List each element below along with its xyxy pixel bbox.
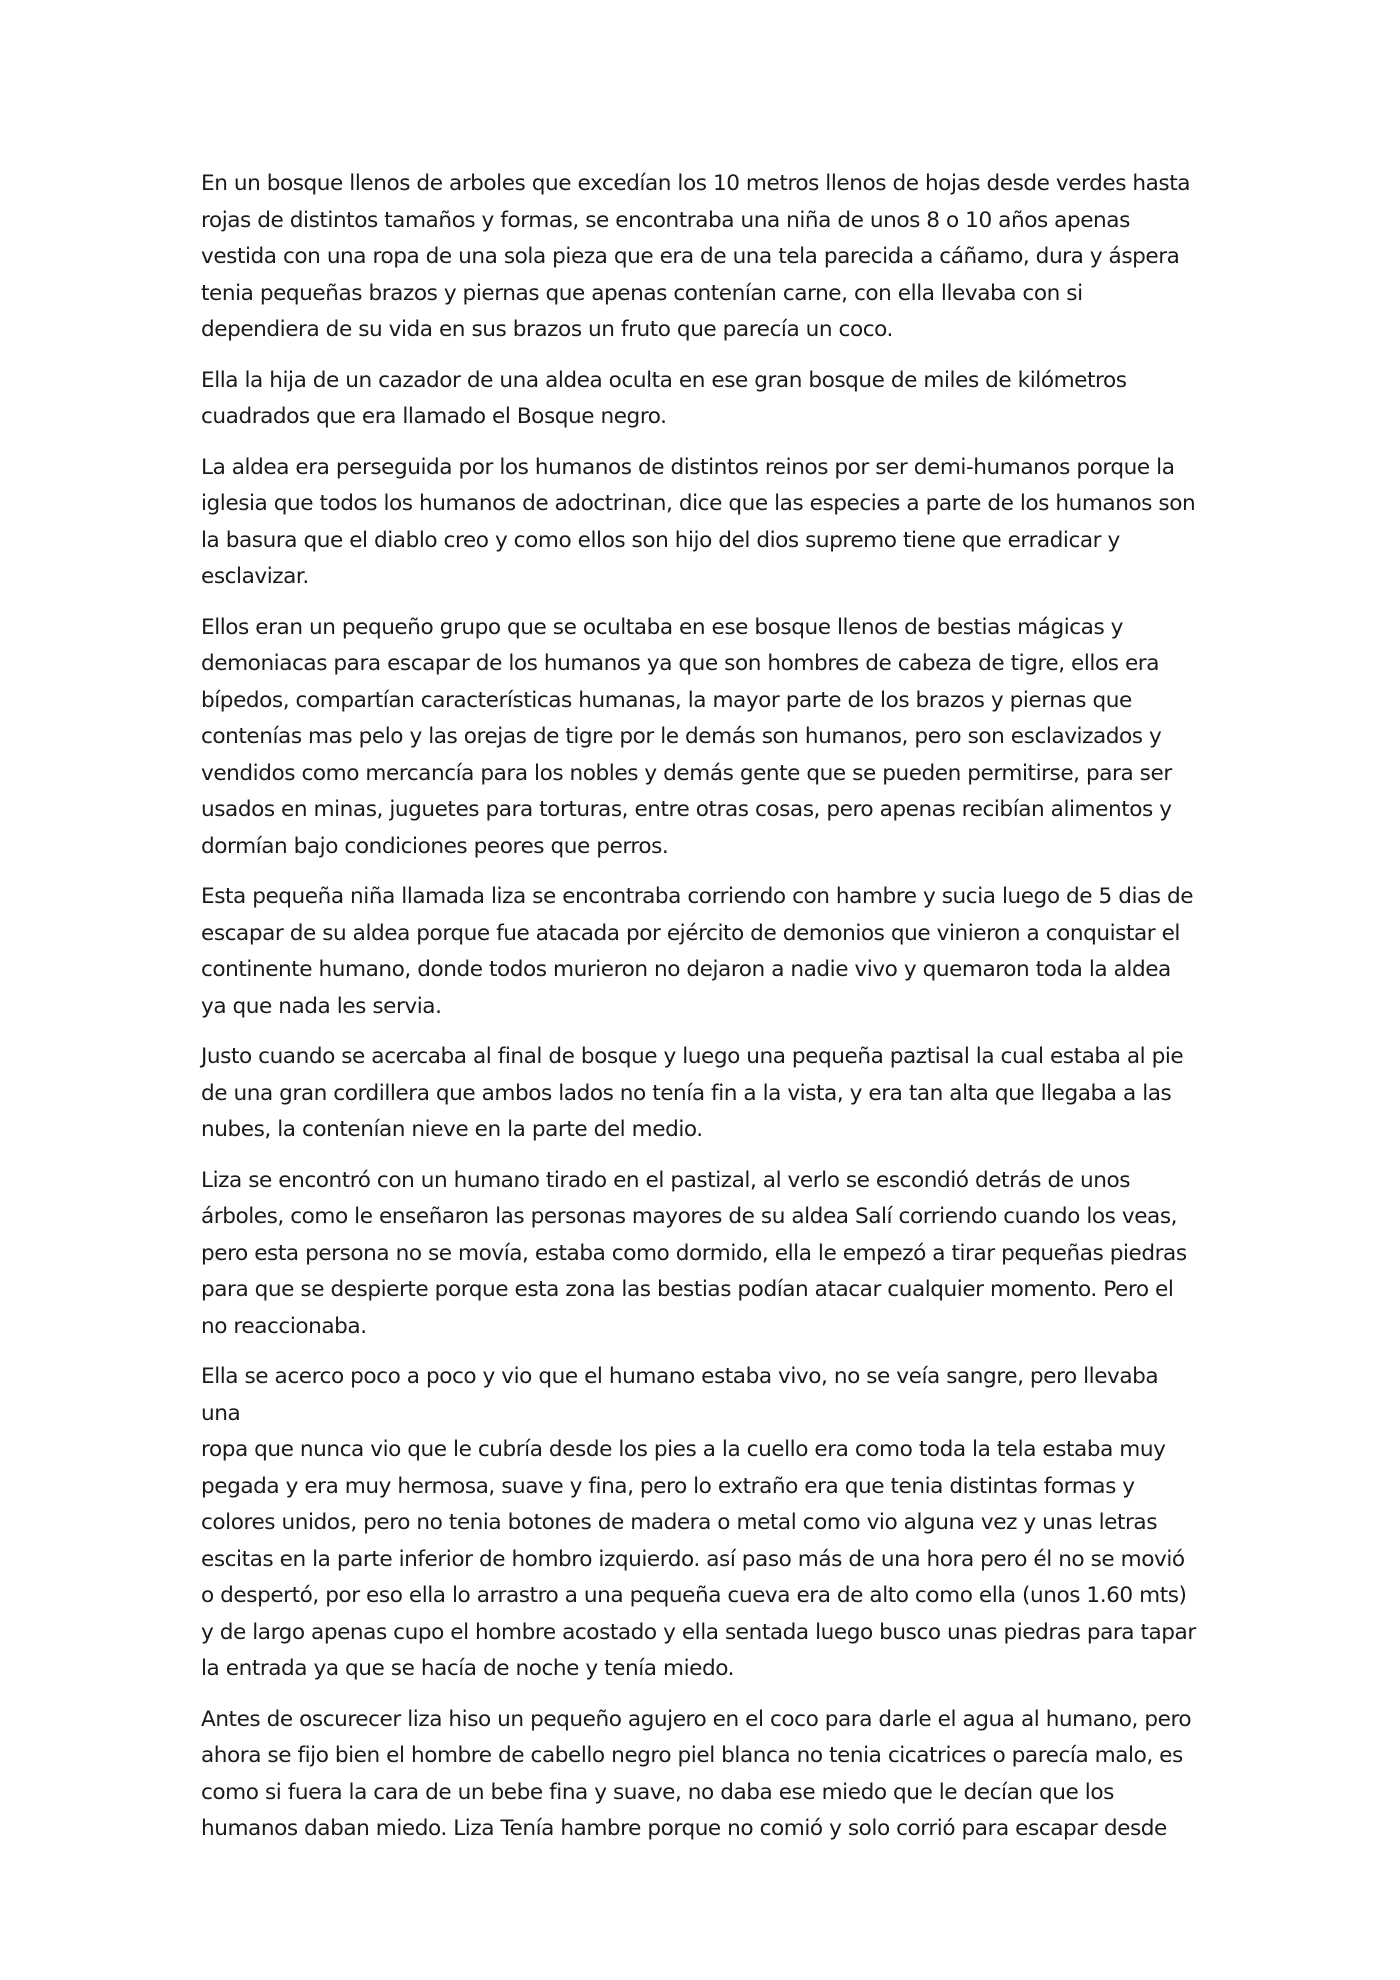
- paragraph-5: Esta pequeña niña llamada liza se encontraba corriendo con hambre y sucia luego de 5 dias de escapar de su aldea porque fue atacada por ejército de demonios que vinieron a conquistar el continente humano, donde todos murieron no dejaron a nadie vivo y quemaron toda la aldea ya que nada les servia.: [201, 884, 1194, 1019]
- paragraph-4: Ellos eran un pequeño grupo que se ocultaba en ese bosque llenos de bestias mágicas y demoniacas para escapar de los humanos ya que son hombres de cabeza de tigre, ellos era bípedos, compartían características humanas, la mayor parte de los brazos y piernas que contenías mas pelo y las orejas de tigre por le demás son humanos, pero son esclavizados y vendidos como mercancía para los nobles y demás gente que se pueden permitirse, para ser usados en minas, juguetes para torturas, entre otras cosas, pero apenas recibían alimentos y dormían bajo condiciones peores que perros.: [201, 614, 1172, 859]
- paragraph-2: Ella la hija de un cazador de una aldea oculta en ese gran bosque de miles de kilómetros cuadrados que era llamado el Bosque negro.: [201, 367, 1127, 429]
- paragraph-6: Justo cuando se acercaba al final de bosque y luego una pequeña paztisal la cual estaba al pie de una gran cordillera que ambos lados no tenía fin a la vista, y era tan alta que llegaba a las nubes, la contenían nieve en la parte del medio.: [201, 1044, 1184, 1142]
- document-body: [201, 166, 1201, 1862]
- paragraph-3: La aldea era perseguida por los humanos de distintos reinos por ser demi-humanos porque la iglesia que todos los humanos de adoctrinan, dice que las especies a parte de los humanos son la basura que el diablo creo y como ellos son hijo del dios supremo tiene que erradicar y esclavizar.: [201, 454, 1196, 589]
- paragraph-7: Liza se encontró con un humano tirado en el pastizal, al verlo se escondió detrás de unos árboles, como le enseñaron las personas mayores de su aldea Salí corriendo cuando los veas, pero esta persona no se movía, estaba como dormido, ella le empezó a tirar pequeñas piedras para que se despierte porque esta zona las bestias podían atacar cualquier momento. Pero el no reaccionaba.: [201, 1167, 1187, 1339]
- paragraph-1: En un bosque llenos de arboles que excedían los 10 metros llenos de hojas desde verdes hasta rojas de distintos tamaños y formas, se encontraba una niña de unos 8 o 10 años apenas vestida con una ropa de una sola pieza que era de una tela parecida a cáñamo, dura y áspera tenia pequeñas brazos y piernas que apenas contenían carne, con ella llevaba con si dependiera de su vida en sus brazos un fruto que parecía un coco.: [201, 171, 1191, 342]
- paragraph-8: Ella se acerco poco a poco y vio que el humano estaba vivo, no se veía sangre, pero llevaba una ropa que nunca vio que le cubría desde los pies a la cuello era como toda la tela estaba muy pegada y era muy hermosa, suave y fina, pero lo extraño era que tenia distintas formas y colores unidos, pero no tenia botones de madera o metal como vio alguna vez y unas letras escitas en la parte inferior de hombro izquierdo. así paso más de una hora pero él no se movió o despertó, por eso ella lo arrastro a una pequeña cueva era de alto como ella (unos 1.60 mts) y de largo apenas cupo el hombre acostado y ella sentada luego busco unas piedras para tapar la entrada ya que se hacía de noche y tenía miedo.: [201, 1364, 1196, 1681]
- paragraph-9: Antes de oscurecer liza hiso un pequeño agujero en el coco para darle el agua al humano, pero ahora se fijo bien el hombre de cabello negro piel blanca no tenia cicatrices o parecía malo, es como si fuera la cara de un bebe fina y suave, no daba ese miedo que le decían que los humanos daban miedo. Liza Tenía hambre porque no comió y solo corrió para escapar desde: [201, 1706, 1192, 1841]
